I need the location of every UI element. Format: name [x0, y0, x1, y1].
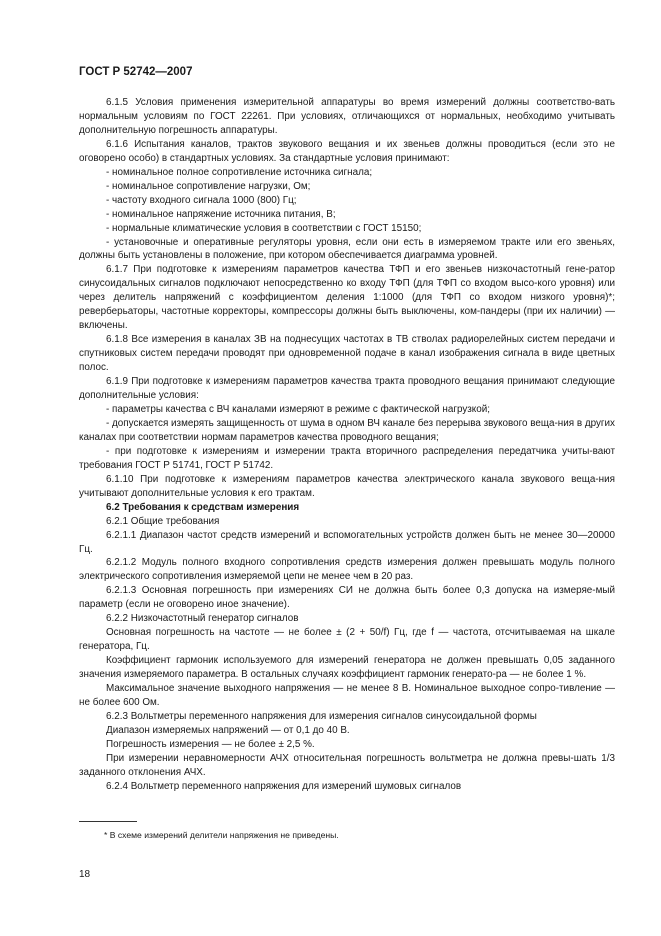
subsection-heading-6-2-2: 6.2.2 Низкочастотный генератор сигналов [106, 613, 299, 625]
list-item: - нормальные климатические условия в соответствии с ГОСТ 15150; [106, 222, 422, 234]
paragraph-6-1-10: 6.1.10 При подготовке к измерениям параметров качества электрического канала звукового веща-ния учитывают дополнительные условия к его трактам. [79, 473, 615, 499]
subsection-heading-6-2-4: 6.2.4 Вольтметр переменного напряжения для измерений шумовых сигналов [106, 780, 462, 792]
paragraph-6-2-1-1: 6.2.1.1 Диапазон частот средств измерений и вспомогательных устройств должен быть не менее 30—20000 Гц. [79, 529, 615, 555]
paragraph-6-1-5: 6.1.5 Условия применения измерительной аппаратуры во время измерений должны соответство-вать нормальным условиям по ГОСТ 22261. При условиях, отличающихся от нормальных, необходимо учитывать дополнительную погрешность аппаратуры. [79, 97, 615, 136]
subsection-heading-6-2-3: 6.2.3 Вольтметры переменного напряжения для измерения сигналов синусоидальной формы [106, 710, 537, 722]
list-item: - установочные и оперативные регуляторы уровня, если они есть в измеряемом тракте или его звеньях, должны быть установлены в положение, при котором обеспечивается диаграмма уровней. [79, 236, 615, 262]
subsection-heading-6-2-1: 6.2.1 Общие требования [106, 515, 220, 527]
paragraph-6-2-1-2: 6.2.1.2 Модуль полного входного сопротивления средств измерения должен превышать модуль полного электрического сопротивления измеряемой цепи не менее чем в 20 раз. [79, 557, 615, 583]
section-heading-6-2: 6.2 Требования к средствам измерения [106, 501, 300, 513]
list-item: - номинальное сопротивление нагрузки, Ом; [106, 180, 311, 192]
page-header-title: ГОСТ Р 52742—2007 [79, 66, 193, 78]
page-number: 18 [79, 869, 91, 880]
paragraph-6-1-6: 6.1.6 Испытания каналов, трактов звукового вещания и их звеньев должны проводиться (если это не оговорено особо) в стандартных условиях. За стандартные условия принимают: [79, 138, 615, 164]
paragraph-measurement-error: Погрешность измерения — не более ± 2,5 %. [106, 738, 315, 750]
list-item: - допускается измерять защищенность от шума в одном ВЧ канале без перерыва звукового веща-ния в других каналах при соответствии нормам параметров качества проводного вещания; [79, 417, 615, 443]
list-item: - параметры качества с ВЧ каналами измеряют в режиме с фактической нагрузкой; [106, 403, 490, 415]
paragraph-6-1-9: 6.1.9 При подготовке к измерениям параметров качества тракта проводного вещания принимают следующие дополнительные условия: [79, 376, 615, 402]
paragraph-output-voltage: Максимальное значение выходного напряжения — не менее 8 В. Номинальное выходное сопро-тивление — не более 600 Ом. [79, 683, 615, 708]
list-item: - номинальное полное сопротивление источника сигнала; [106, 166, 373, 178]
paragraph-6-2-1-3: 6.2.1.3 Основная погрешность при измерениях СИ не должна быть более 0,3 допуска на измеряе-мый параметр (если не оговорено иное значение). [79, 585, 615, 611]
list-item: - номинальное напряжение источника питания, В; [106, 208, 336, 220]
list-item: - частоту входного сигнала 1000 (800) Гц; [106, 194, 297, 206]
paragraph-frequency-response: При измерении неравномерности АЧХ относительная погрешность вольтметра не должна превы-шать 1/3 заданного отклонения АЧХ. [79, 752, 615, 778]
footnote: * В схеме измерений делители напряжения не приведены. [104, 830, 339, 840]
paragraph-frequency-error: Основная погрешность на частоте — не более ± (2 + 50/f) Гц, где f — частота, отсчитываемая на шкале генератора, Гц. [79, 627, 615, 653]
paragraph-6-1-7: 6.1.7 При подготовке к измерениям параметров качества ТФП и его звеньев низкочастотный гене-ратор синусоидальных сигналов подключают непосредственно ко входу ТФП (для ТФП со входом высо-кого уровня) или через делитель напряжений с коэффициентом деления 1:1000 (для ТФП со входом низкого уровня)*; реверберьаторы, частотные корректоры, компрессоры должны быть выключены, ком-пандеры (при их наличии) — включены. [79, 264, 615, 332]
paragraph-harmonics: Коэффициент гармоник используемого для измерений генератора не должен превышать 0,05 заданного значения измеряемого параметра. В остальных случаях коэффициент гармоник генерато-ра — не более 1 %. [79, 655, 615, 681]
list-item: - при подготовке к измерениям и измерении тракта вторичного распределения передатчика учиты-вают требования ГОСТ Р 51741, ГОСТ Р 51742. [79, 445, 615, 471]
footnote-divider [79, 821, 137, 822]
paragraph-voltage-range: Диапазон измеряемых напряжений — от 0,1 до 40 В. [106, 724, 350, 736]
document-body [79, 96, 615, 794]
paragraph-6-1-8: 6.1.8 Все измерения в каналах ЗВ на поднесущих частотах в ТВ стволах радиорелейных систем передачи и спутниковых систем передачи проводят при одновременной подаче в канал изображения сигнала в виде цветных полос. [79, 334, 615, 374]
